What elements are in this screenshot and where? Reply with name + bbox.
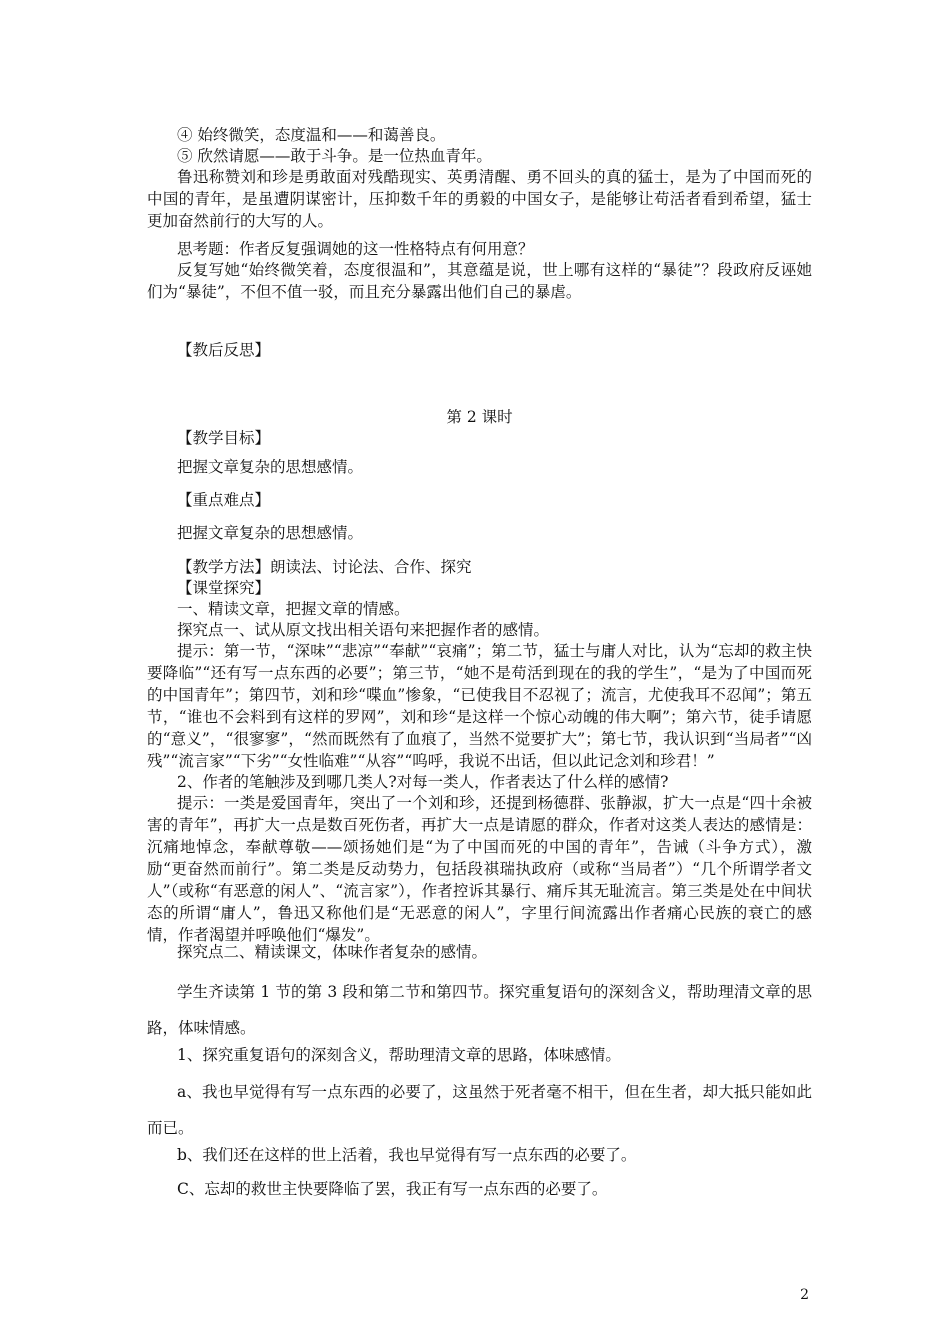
lesson-title: 第 2 课时: [446, 408, 513, 426]
sentence-b: b、我们还在这样的世上活着，我也早觉得有写一点东西的必要了。: [177, 1146, 637, 1164]
sentence-a: a、我也早觉得有写一点东西的必要了，这虽然于死者毫不相干，但在生者，却大抵只能如此而已。: [147, 1083, 812, 1137]
answer-paragraph: 反复写她“始终微笑着，态度很温和”，其意蕴是说，世上哪有这样的“暴徒”？段政府反诬她们为“暴徒”，不但不值一驳，而且充分暴露出他们自己的暴虐。: [147, 261, 812, 301]
praise-paragraph: 鲁迅称赞刘和珍是勇敢面对残酷现实、英勇清醒、勇不回头的真的猛士，是为了中国而死的中国的青年，是虽遭阴谋密计，压抑数千年的勇毅的中国女子，是能够让苟活者看到希望，猛士更加奋然前行的大写的人。: [147, 168, 812, 230]
reading-instruction: 学生齐读第 1 节的第 3 段和第二节和第四节。探究重复语句的深刻含义，帮助理清文章的思路，体味情感。: [147, 983, 812, 1037]
sentence-c: C、忘却的救世主快要降临了罢，我正有写一点东西的必要了。: [177, 1180, 608, 1198]
page-number: 2: [800, 1287, 809, 1303]
goal-heading: 【教学目标】: [177, 429, 271, 447]
goal-text: 把握文章复杂的思想感情。: [177, 458, 364, 476]
part-one-heading: 一、精读文章，把握文章的情感。: [177, 600, 410, 618]
question-paragraph: 思考题：作者反复强调她的这一性格特点有何用意？: [177, 240, 534, 258]
key-text: 把握文章复杂的思想感情。: [177, 524, 364, 542]
method-line: 【教学方法】朗读法、讨论法、合作、探究: [177, 558, 472, 576]
list-item-5: ⑤ 欣然请愿——敢于斗争。是一位热血青年。: [177, 147, 492, 165]
hint-paragraph-1: 提示：第一节，“深味”“悲凉”“奉献”“哀痛”；第二节，猛士与庸人对比，认为“忘却的救主快要降临”“还有写一点东西的必要”；第三节，“她不是苟活到现在的我的学生”，“是为了中国而死的中国青年”；第四节，刘和珍“喋血”惨象，“已使我目不忍视了；流言，尤使我耳不忍闻”；第五节，“谁也不会料到有这样的罗网”，刘和珍“是这样一个惊心动魄的伟大啊”；第六节，徒手请愿的“意义”，“很寥寥”，“然而既然有了血痕了，当然不觉要扩大”；第七节，我认识到“当局者”“凶残”“流言家”“下劣”“女性临难”“从容”“呜呼，我说不出话，但以此记念刘和珍君！”: [147, 642, 812, 770]
explore-heading: 【课堂探究】: [177, 579, 271, 597]
key-heading: 【重点难点】: [177, 491, 271, 509]
reflection-heading: 【教后反思】: [177, 341, 271, 359]
list-item-4: ④ 始终微笑，态度温和——和蔼善良。: [177, 126, 446, 144]
explore-point-2: 探究点二、精读课文，体味作者复杂的感情。: [177, 943, 488, 961]
hint-paragraph-2: 提示：一类是爱国青年，突出了一个刘和珍，还提到杨德群、张静淑，扩大一点是“四十余被害的青年”，再扩大一点是数百死伤者，再扩大一点是请愿的群众，作者对这类人表达的感情是：沉痛地悼念，奉献尊敬——颂扬她们是“为了中国而死的中国的青年”，告诫（斗争方式），激励“更奋然而前行”。第二类是反动势力，包括段祺瑞执政府（或称“当局者”）“几个所谓学者文人”（或称“有恶意的闲人”、“流言家”），作者控诉其暴行、痛斥其无耻流言。第三类是处在中间状态的所谓“庸人”，鲁迅又称他们是“无恶意的闲人”，字里行间流露出作者痛心民族的衰亡的感情，作者渴望并呼唤他们“爆发”。: [147, 794, 812, 944]
explore-point-1: 探究点一、试从原文找出相关语句来把握作者的感情。: [177, 621, 550, 639]
task-1: 1、探究重复语句的深刻含义，帮助理清文章的思路，体味感情。: [177, 1046, 621, 1064]
question-2: 2、作者的笔触涉及到哪几类人?对每一类人，作者表达了什么样的感情?: [177, 773, 669, 791]
